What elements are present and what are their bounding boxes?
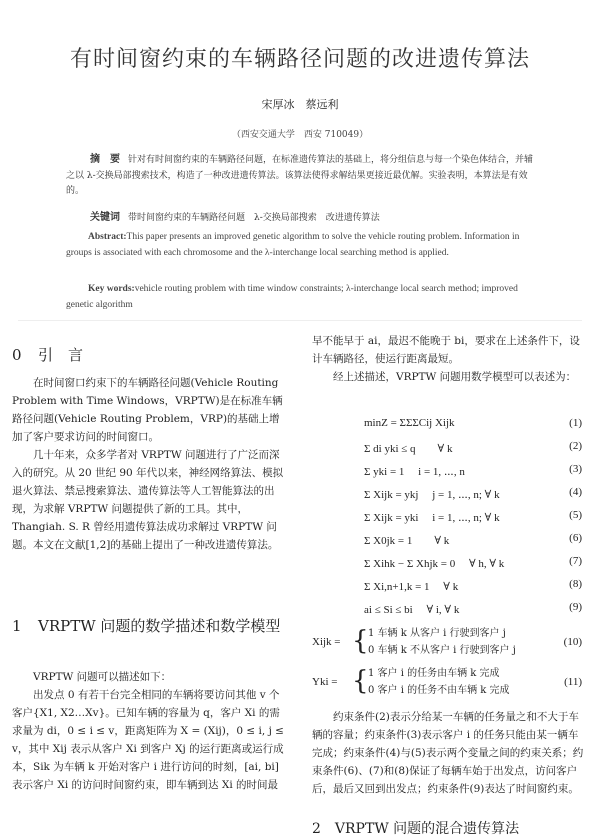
equation-row (312, 598, 586, 621)
equation: Σ Xihk − Σ Xhjk = 0 ∀ h, ∀ k (364, 558, 505, 570)
equation-row (312, 437, 586, 460)
section-0-heading (12, 344, 83, 365)
equation-row (312, 483, 586, 506)
brace-icon: { (352, 626, 369, 656)
divider (18, 320, 582, 321)
equation-row (312, 414, 586, 437)
abstract-en-label: Abstract: (88, 232, 127, 242)
equation-number: (2) (569, 440, 582, 452)
section-0-body (12, 374, 286, 554)
paper-title: 有时间窗约束的车辆路径问题的改进遗传算法 (69, 47, 530, 72)
paragraph: 几十年来，众多学者对 VRPTW 问题进行了广泛而深入的研究。从 20 世纪 90 年代以来，神经网络算法、模拟退火算法、禁忌搜索算法、遗传算法等人工智能算法的出现，为求解 VRPTW 问题提供了新的工具。其中，Thangiah. S. R 曾经用遗传算法成功求解过 VRPTW 问题。本文在文献[1,2]的基础上提出了一种改进遗传算法。 (12, 449, 284, 551)
section-1-number: 1 (12, 617, 22, 635)
equation: ai ≤ Si ≤ bi ∀ i, ∀ k (364, 604, 460, 616)
equation: Σ Xijk = yki i = 1, ⋯, n; ∀ k (364, 512, 500, 524)
equation-number: (4) (569, 486, 582, 498)
constraints-explanation (312, 708, 586, 798)
equation-number: (10) (563, 636, 582, 648)
section-0-title: 引 言 (38, 346, 84, 364)
abstract-en-text: This paper presents an improved genetic algorithm to solve the vehicle routing problem. Information in groups is associated with each chromosome and the λ-interchange local searching method is applied. (66, 232, 520, 258)
paragraph: VRPTW 问题可以描述如下： (33, 671, 172, 683)
abstract-cn (66, 152, 536, 200)
keywords-cn-text: 带时间窗约束的车辆路径问题 λ-交换局部搜索 改进遗传算法 (128, 213, 380, 223)
section-1-title: VRPTW 问题的数学描述和数学模型 (38, 617, 281, 635)
x-def-lhs: Xijk = (312, 636, 341, 648)
x-def-case-1: 1 车辆 k 从客户 i 行驶到客户 j (368, 628, 506, 639)
equation-number: (3) (569, 463, 582, 475)
keywords-en (66, 282, 536, 313)
affiliation: （西安交通大学 西安 710049） (231, 130, 369, 140)
section-2-heading: 2 VRPTW 问题的混合遗传算法 (312, 821, 520, 837)
equation-number: (9) (569, 601, 582, 613)
equation-number: (11) (564, 676, 582, 688)
section-1-body (12, 668, 286, 794)
keywords-en-label: Key words: (88, 284, 135, 294)
equation: Σ yki = 1 i = 1, ⋯, n (364, 466, 465, 478)
keywords-en-text: vehicle routing problem with time window constraints; λ-interchange local search method; improved genetic algorithm (66, 284, 518, 310)
brace-icon: { (352, 666, 369, 696)
equation: Σ Xijk = ykj j = 1, ⋯, n; ∀ k (364, 489, 500, 501)
equation: Σ di yki ≤ q ∀ k (364, 443, 453, 455)
equation-number: (5) (569, 509, 582, 521)
equation-block (312, 414, 586, 621)
paragraph: 经上述描述，VRPTW 问题用数学模型可以表述为： (333, 371, 577, 383)
equation-number: (8) (569, 578, 582, 590)
equation-row (312, 529, 586, 552)
equation-number: (6) (569, 532, 582, 544)
keywords-cn (66, 210, 536, 227)
keywords-cn-label: 关键词 (90, 212, 120, 223)
paragraph: 早不能早于 ai，最迟不能晚于 bi，要求在上述条件下，设计车辆路径，使运行距离最短。 (312, 335, 580, 365)
x-def-case-0: 0 车辆 k 不从客户 i 行驶到客户 j (368, 645, 516, 656)
y-def-case-0: 0 客户 i 的任务不由车辆 k 完成 (368, 685, 510, 696)
equation-number: (1) (569, 417, 582, 429)
section-0-number: 0 (12, 346, 22, 364)
section-1-heading (12, 614, 286, 638)
right-column-intro (312, 332, 586, 386)
y-def-lhs: Yki = (312, 676, 338, 688)
equation: minZ = ΣΣΣCij Xijk (364, 417, 455, 429)
y-def-case-1: 1 客户 i 的任务由车辆 k 完成 (368, 668, 500, 679)
equation-number: (7) (569, 555, 582, 567)
paragraph: 在时间窗口约束下的车辆路径问题(Vehicle Routing Problem with Time Windows，VRPTW)是在标准车辆路径问题(Vehicle Routing Problem，VRP)的基础上增加了客户要求访问的时间窗口。 (12, 377, 283, 443)
abstract-cn-text: 针对有时间窗约束的车辆路径问题，在标准遗传算法的基础上，将分组信息与每一个染色体结合，并辅之以 λ-交换局部搜索技术，构造了一种改进遗传算法。该算法使得求解结果更接近最优解。实验表明，本算法是有效的。 (66, 155, 534, 196)
equation-row (312, 460, 586, 483)
authors: 宋厚冰 蔡远利 (261, 98, 339, 111)
equation-row (312, 552, 586, 575)
abstract-cn-label: 摘 要 (90, 154, 120, 165)
equation-row (312, 575, 586, 598)
x-definition (312, 624, 586, 662)
paragraph: 约束条件(2)表示分给某一车辆的任务量之和不大于车辆的容量；约束条件(3)表示客户 i 的任务只能由某一辆车完成；约束条件(4)与(5)表示两个变量之间的约束关系；约束条件(6)、(7)和(8)保证了每辆车始于出发点，访问客户后，最后又回到出发点；约束条件(9)表达了时间窗约束。 (312, 711, 584, 795)
equation: Σ Xi,n+1,k = 1 ∀ k (364, 581, 459, 593)
equation-row (312, 506, 586, 529)
y-definition (312, 664, 586, 702)
paragraph: 出发点 0 有若干台完全相同的车辆将要访问其他 v 个客户{X1, X2…Xv}。已知车辆的容量为 q，客户 Xi 的需求量为 di，0 ≤ i ≤ v，距离矩阵为 X = (Xij)，0 ≤ i, j ≤ v，其中 Xij 表示从客户 Xi 到客户 Xj 的运行距离或运行成本，Sik 为车辆 k 开始对客户 i 进行访问的时刻，[ai, bi] 表示客户 Xi 的访问时间窗约束，即车辆到达 Xi 的时间最 (12, 689, 284, 791)
abstract-en (66, 230, 536, 261)
equation: Σ X0jk = 1 ∀ k (364, 535, 450, 547)
